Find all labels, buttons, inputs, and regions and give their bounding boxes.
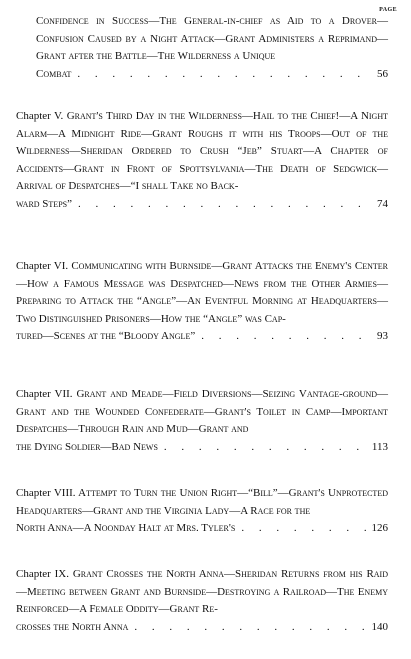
toc-entry-summary-end: ward Steps”	[16, 197, 72, 210]
toc-entry-summary: Attempt to Turn the Union Right—“Bill”—Grant's Unprotected Headquarters—Grant and the Virginia Lady—A Race for the	[16, 487, 388, 517]
toc-entry-summary-end: Combat	[36, 67, 72, 80]
toc-entry-summary: Grant's Third Day in the Wilderness—Hail to the Chief!—A Night Alarm—A Midnight Ride—Grant Roughs it with his Troops—Out of the Wilderness—Sheridan Ordered to Crush “Jeb” Stuart—A Chapter of Accidents—Grant in Front of Spottsylvania—The Death of Sedgwick—Arrival of Despatches—“I shall Take no Back-	[16, 110, 388, 192]
toc-entry	[36, 13, 388, 83]
page-column-label: PAGE	[379, 7, 397, 13]
page-number: 113	[371, 440, 388, 453]
page-number: 56	[377, 67, 388, 80]
dot-leader	[128, 619, 367, 637]
page-number: 93	[377, 330, 388, 342]
toc-entry-summary: Confidence in Success—The General-in-chief as Aid to a Drover—Confusion Caused by a Night Attack—Grant Administers a Reprimand—Grant after the Battle—The Wilderness a Unique	[36, 15, 388, 62]
toc-entry-summary: Grant Crosses the North Anna—Sheridan Returns from his Raid—Meeting between Grant and Burnside—Destroying a Railroad—The Enemy Reinforced—A Female Oddity—Grant Re-	[16, 568, 388, 615]
dot-leader	[71, 66, 373, 84]
toc-entry-last-line	[16, 439, 388, 457]
dot-leader	[235, 520, 367, 538]
toc-entry	[16, 258, 388, 346]
chapter-label: Chapter IX.	[16, 568, 70, 580]
toc-entry-summary-end: crosses the North Anna	[16, 620, 129, 633]
toc-entry	[16, 108, 388, 213]
page-number: 126	[371, 522, 388, 534]
toc-entry-last-line	[36, 66, 388, 84]
toc-entry-summary: Grant and Meade—Field Diversions—Seizing Vantage-ground—Grant and the Wounded Confederate—Grant's Toilet in Camp—Important Despatches—Through Rain and Mud—Grant and	[16, 388, 388, 435]
chapter-label: Chapter VI.	[16, 260, 69, 272]
chapter-label: Chapter VIII.	[16, 487, 76, 499]
dot-leader	[158, 439, 368, 457]
page-number: 140	[371, 620, 388, 633]
toc-entry	[16, 566, 388, 636]
chapter-label: Chapter V.	[16, 110, 64, 122]
toc-entry-last-line	[16, 196, 388, 214]
toc-entry-summary-end: the Dying Soldier—Bad News	[16, 440, 158, 453]
toc-entry-summary: Communicating with Burnside—Grant Attacks the Enemy's Center—How a Famous Message was Despatched—News from the Other Armies—Preparing to Attack the “Angle”—An Eventful Morning at Headquarters—Two Distinguished Prisoners—How the “Angle” was Cap-	[16, 260, 388, 325]
toc-entry-summary-end: North Anna—A Noonday Halt at Mrs. Tyler's	[16, 522, 236, 534]
toc-entry-last-line	[16, 520, 388, 538]
toc-entry	[16, 485, 388, 538]
dot-leader	[72, 196, 373, 214]
toc-entry	[16, 386, 388, 456]
toc-entry-last-line	[16, 619, 388, 637]
dot-leader	[195, 328, 373, 346]
toc-entry-last-line	[16, 328, 388, 346]
toc-entry-summary-end: tured—Scenes at the “Bloody Angle”	[16, 330, 196, 342]
chapter-label: Chapter VII.	[16, 388, 73, 400]
page-number: 74	[377, 197, 388, 210]
